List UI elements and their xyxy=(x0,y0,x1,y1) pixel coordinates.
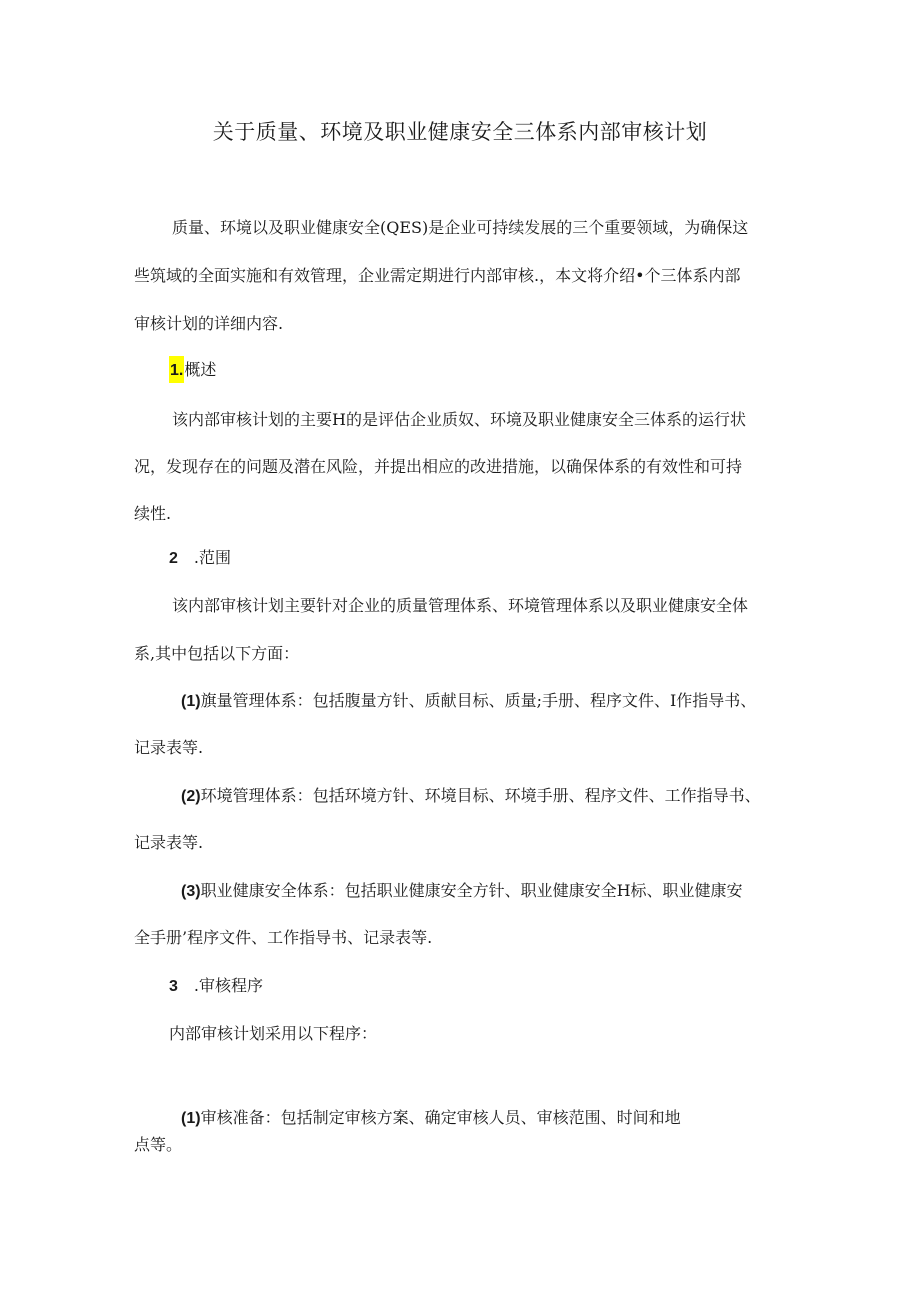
section-1-heading xyxy=(169,358,216,383)
section-3-item-1-number: (1) xyxy=(181,1110,201,1127)
section-1-line-2: 况，发现存在的问题及潜在风险，并提出相应的改进措施，以确保体系的有效性和可持 xyxy=(134,457,743,476)
section-3-title: .审核程序 xyxy=(193,976,263,995)
section-3-line-1: 内部审核计划采用以下程序： xyxy=(169,1024,378,1043)
section-3-number: 3 xyxy=(169,978,178,995)
section-2-item-1-line-2: 记录表等. xyxy=(134,738,204,757)
section-2-heading xyxy=(169,546,231,571)
section-2-item-2-number: (2) xyxy=(181,788,201,805)
section-1-number: 1. xyxy=(169,356,184,383)
section-2-item-3-line-2: 全手册’程序文件、工作指导书、记录表等. xyxy=(134,928,433,947)
section-2-item-3-number: (3) xyxy=(181,883,201,900)
section-1-line-3: 续性. xyxy=(134,504,172,523)
section-2-line-2: 系,其中包括以下方面： xyxy=(134,644,300,663)
intro-line-3: 审核计划的详细内容. xyxy=(134,314,284,333)
section-2-item-2-line-1 xyxy=(181,784,761,809)
section-1-line-1: 该内部审核计划的主要H的是评估企业质奴、环境及职业健康安全三体系的运行状 xyxy=(172,410,746,429)
intro-line-1: 质量、环境以及职业健康安全(QES)是企业可持续发展的三个重要领域，为确保这 xyxy=(172,218,749,237)
section-3-heading xyxy=(169,974,263,999)
section-1-title: 概述 xyxy=(184,360,217,379)
section-2-item-1-line-1 xyxy=(181,689,756,714)
section-2-item-2-line-2: 记录表等. xyxy=(134,833,204,852)
section-2-item-3-line-1 xyxy=(181,879,743,904)
section-2-item-2-text: 环境管理体系：包括环境方针、环境目标、环境手册、程序文件、工作指导书、 xyxy=(200,786,761,805)
intro-line-2: 些筑域的全面实施和有效管理，企业需定期进行内部审核.，本文将介绍•个三体系内部 xyxy=(134,266,741,285)
section-3-item-1-line-1 xyxy=(181,1106,681,1131)
section-2-title: .范围 xyxy=(193,548,231,567)
section-2-item-1-text: 旗量管理体系：包括腹量方针、质献目标、质量;手册、程序文件、I作指导书、 xyxy=(200,691,757,710)
document-title: 关于质量、环境及职业健康安全三体系内部审核计划 xyxy=(212,120,708,144)
section-3-item-1-text: 审核准备：包括制定审核方案、确定审核人员、审核范围、时间和地 xyxy=(200,1108,681,1127)
section-3-item-1-line-2: 点等。 xyxy=(134,1135,183,1154)
section-2-item-3-text: 职业健康安全体系：包括职业健康安全方针、职业健康安全H标、职业健康安 xyxy=(200,881,743,900)
section-2-line-1: 该内部审核计划主要针对企业的质量管理体系、环境管理体系以及职业健康安全体 xyxy=(172,596,749,615)
section-2-item-1-number: (1) xyxy=(181,693,201,710)
section-2-number: 2 xyxy=(169,550,178,567)
